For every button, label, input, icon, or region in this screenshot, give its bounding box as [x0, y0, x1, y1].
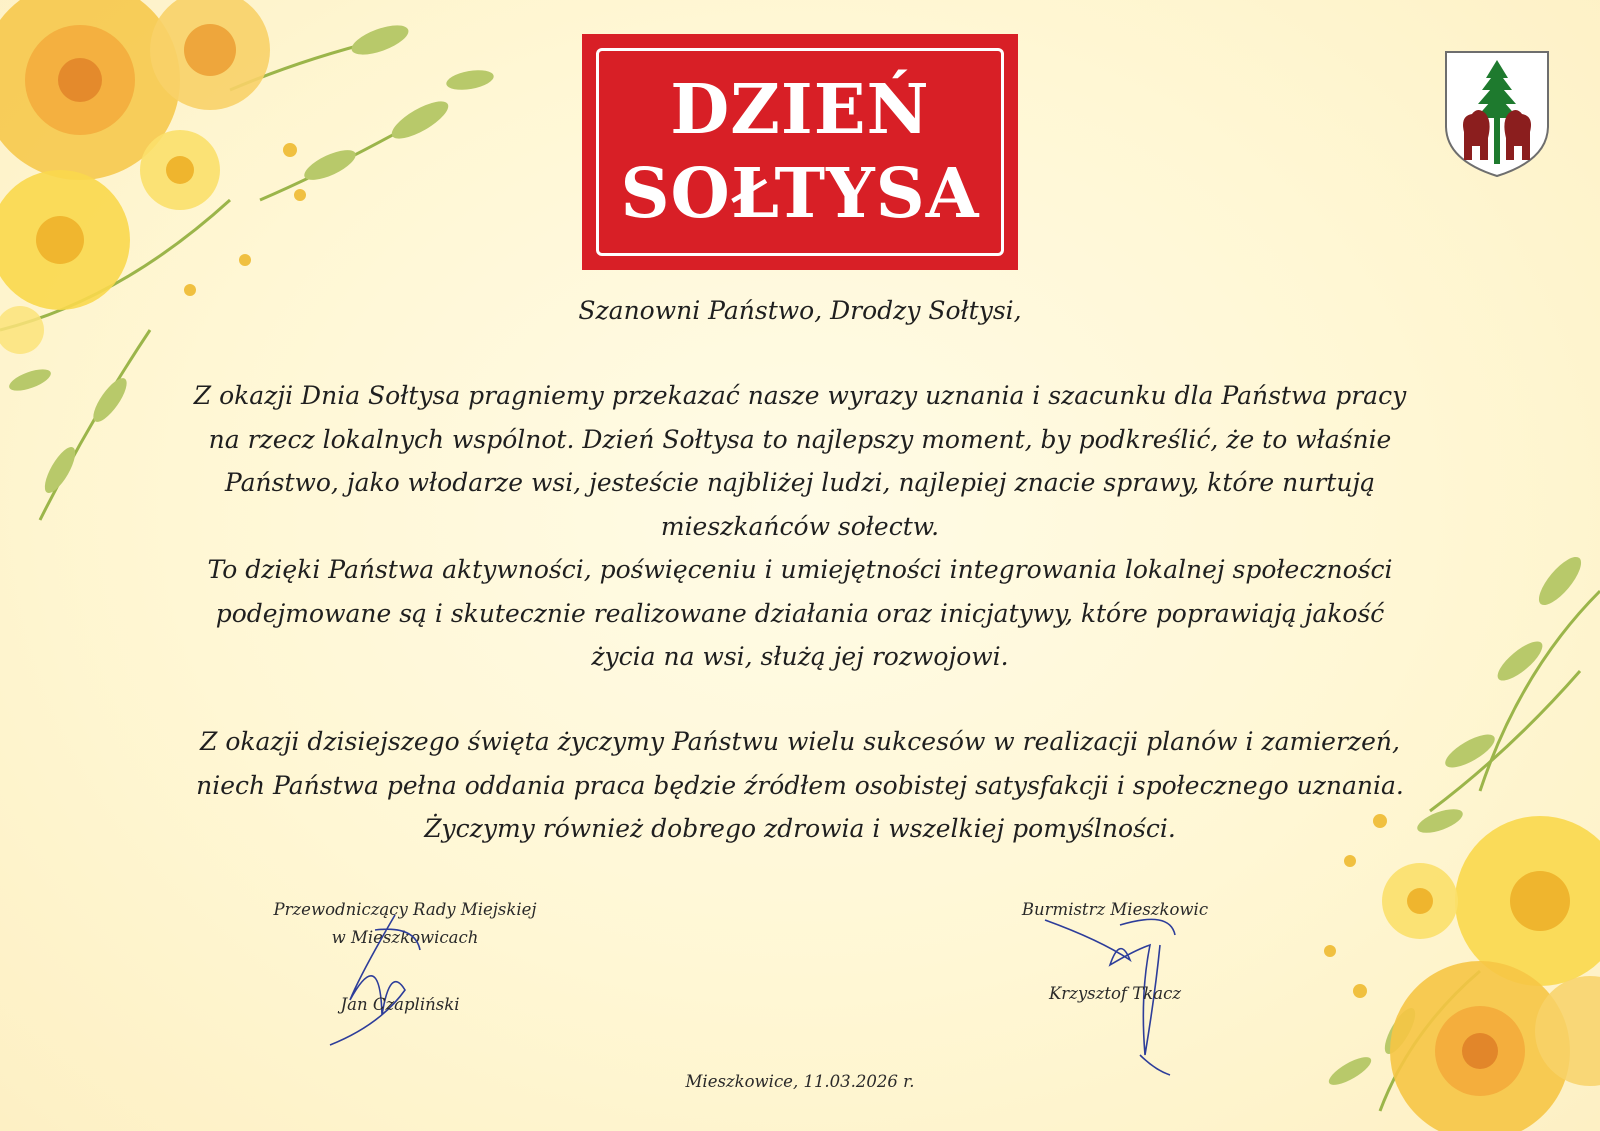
- signature-left-title-line-2: w Mieszkowicach: [331, 928, 479, 947]
- paragraph-2-line: niech Państwa pełna oddania praca będzie źródłem osobistej satysfakcji i społecznego uznania.: [196, 770, 1404, 800]
- paragraph-1-line: życia na wsi, służą jej rozwojowi.: [591, 642, 1009, 671]
- banner-title-line-1: DZIEŃ: [670, 70, 930, 150]
- paragraph-2: [180, 720, 1420, 851]
- banner-title-line-2: SOŁTYSA: [620, 154, 980, 234]
- paragraph-1-line: Z okazji Dnia Sołtysa pragniemy przekazać nasze wyrazy uznania i szacunku dla Państwa pracy: [193, 381, 1407, 410]
- handwritten-signature-left: [320, 905, 440, 1055]
- coat-of-arms-tree-bears-icon: [1442, 48, 1552, 180]
- signature-left-title-line-1: Przewodniczący Rady Miejskiej: [273, 900, 537, 919]
- paragraph-1-line: podejmowane są i skutecznie realizowane działania oraz inicjatywy, które poprawiają jakość: [215, 598, 1385, 628]
- paragraph-1: [180, 374, 1420, 679]
- title-banner-frame: [596, 48, 1004, 256]
- signature-right-name: Krzysztof Tkacz: [1048, 984, 1182, 1003]
- paragraph-1-line: na rzecz lokalnych wspólnot. Dzień Sołtysa to najlepszy moment, by podkreślić, że to właśnie: [208, 424, 1392, 454]
- paragraph-1-line: To dzięki Państwa aktywności, poświęceniu i umiejętności integrowania lokalnej społeczności: [207, 555, 1393, 584]
- paragraph-2-line: Z okazji dzisiejszego święta życzymy Państwu wielu sukcesów w realizacji planów i zamierzeń,: [200, 727, 1400, 756]
- title-banner: [582, 34, 1018, 270]
- signature-right-title: Burmistrz Mieszkowic: [1021, 900, 1209, 919]
- paragraph-1-line: mieszkańców sołectw.: [660, 511, 940, 541]
- greeting: Szanowni Państwo, Drodzy Sołtysi,: [578, 296, 1022, 325]
- signature-left-name: Jan Czapliński: [340, 995, 460, 1014]
- paragraph-1-line: Państwo, jako włodarze wsi, jesteście najbliżej ludzi, najlepiej znacie sprawy, które nurtują: [224, 468, 1376, 497]
- date-place: Mieszkowice, 11.03.2026 r.: [685, 1072, 915, 1091]
- paragraph-2-line: Życzymy również dobrego zdrowia i wszelkiej pomyślności.: [424, 814, 1176, 843]
